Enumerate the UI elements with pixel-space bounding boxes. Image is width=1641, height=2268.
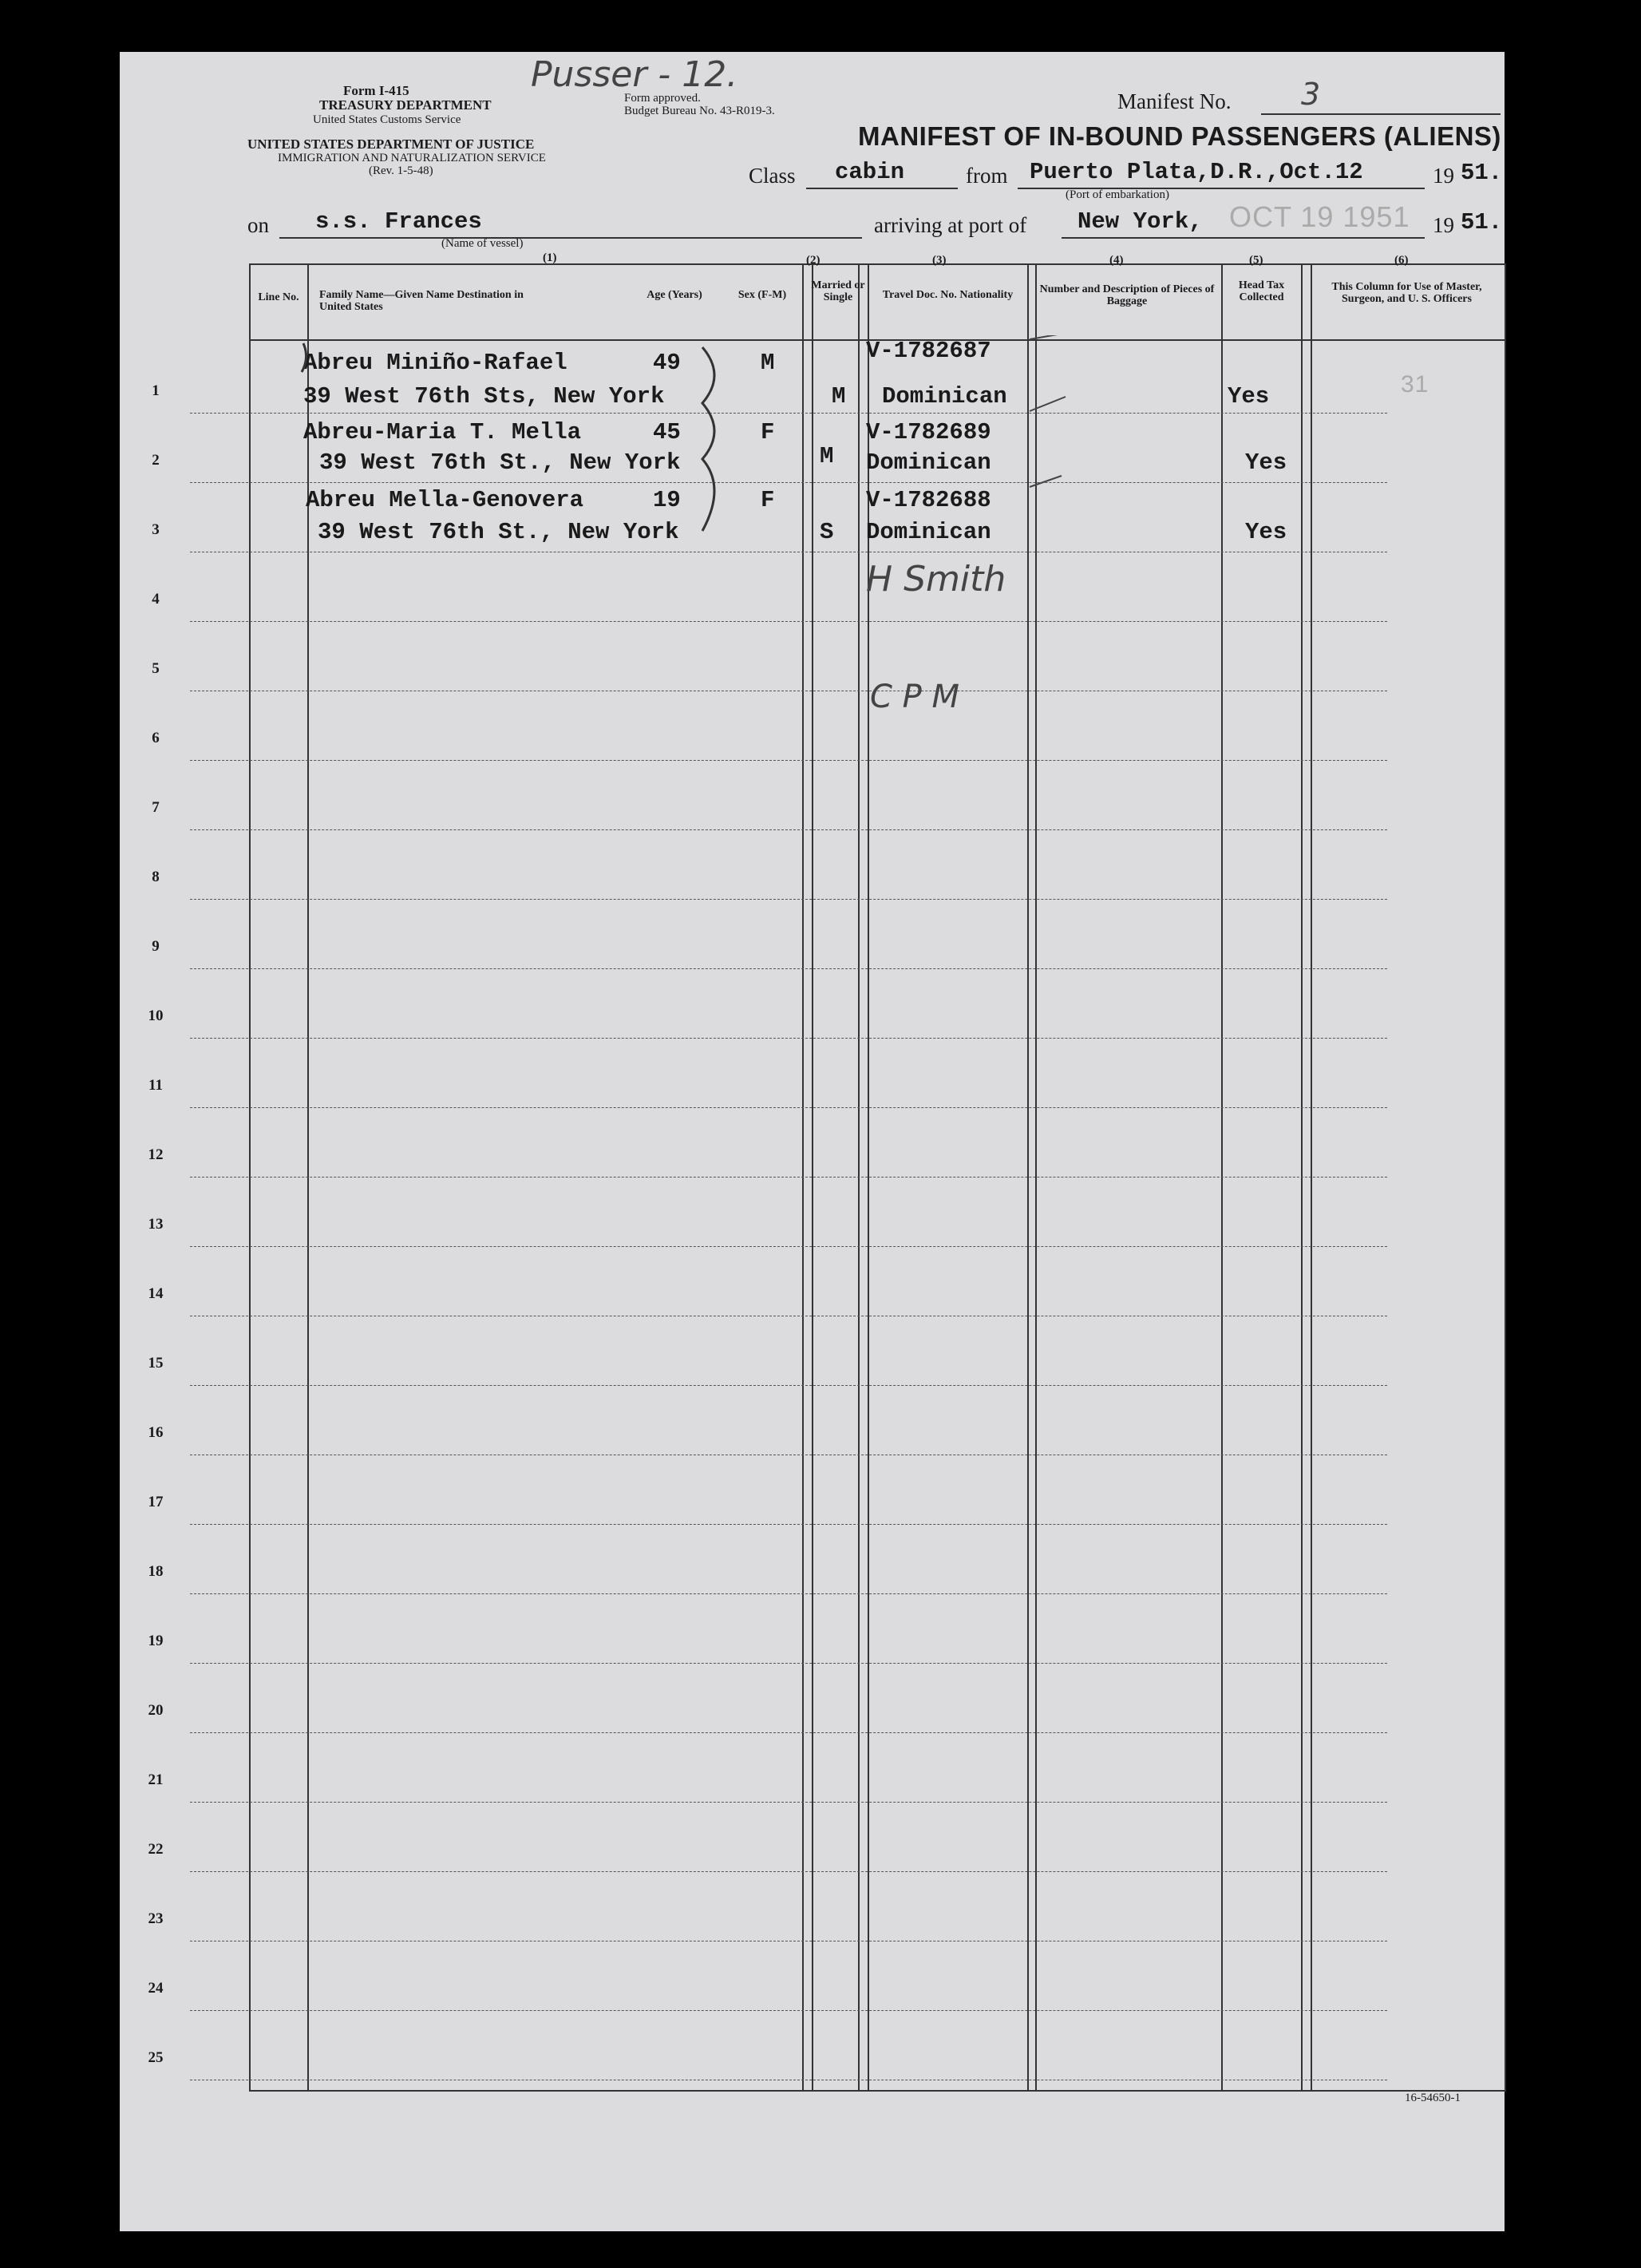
handwritten-brackets — [287, 335, 1085, 559]
header-travel-doc: Travel Doc. No. Nationality — [882, 289, 1014, 301]
table-row-rule — [190, 1038, 1387, 1039]
dept-justice: UNITED STATES DEPARTMENT OF JUSTICE — [247, 137, 535, 152]
manifest-no-value: 3 — [1301, 77, 1321, 112]
col-num-2: (2) — [806, 254, 820, 267]
table-row-rule — [190, 1177, 1387, 1178]
col-divider — [1311, 263, 1312, 2092]
line-number: 1 — [152, 382, 160, 399]
dept-customs: United States Customs Service — [313, 113, 461, 126]
passenger-3-nationality: Dominican — [866, 519, 991, 545]
form-approved: Form approved. — [624, 92, 701, 105]
passenger-1-name: Abreu Miniño-Rafael — [303, 350, 567, 376]
passenger-3-name: Abreu Mella-Genovera — [306, 487, 584, 513]
line-number: 23 — [148, 1910, 164, 1927]
table-row-rule — [190, 899, 1387, 900]
table-row-rule — [190, 1802, 1387, 1803]
date-stamp: OCT 19 1951 — [1229, 200, 1410, 233]
table-row-rule — [190, 2010, 1387, 2011]
line-number: 25 — [148, 2049, 164, 2066]
passenger-2-address: 39 West 76th St., New York — [319, 449, 681, 476]
line-number: 19 — [148, 1633, 164, 1649]
arriving-label: arriving at port of — [874, 213, 1027, 237]
header-age: Age (Years) — [647, 289, 702, 301]
class-field — [806, 159, 958, 189]
line-number: 17 — [148, 1494, 164, 1510]
line-number: 8 — [152, 869, 160, 885]
line-number: 10 — [148, 1007, 164, 1024]
line-number: 22 — [148, 1841, 164, 1858]
passenger-2-doc: V-1782689 — [866, 419, 991, 445]
passenger-3-address: 39 West 76th St., New York — [318, 519, 679, 545]
officer-initials-1: H Smith — [866, 559, 1006, 600]
table-row-rule — [190, 760, 1387, 761]
header-baggage: Number and Description of Pieces of Baggage — [1039, 283, 1215, 307]
officer-note: 31 — [1401, 371, 1429, 398]
from-label: from — [966, 164, 1008, 188]
year2-value: 51. — [1461, 209, 1503, 236]
passenger-2-sex: F — [761, 419, 775, 445]
passenger-2-name: Abreu-Maria T. Mella — [303, 419, 582, 445]
manifest-no-field — [1261, 77, 1501, 115]
passenger-3-doc: V-1782688 — [866, 487, 991, 513]
page-title: MANIFEST OF IN-BOUND PASSENGERS (ALIENS) — [858, 121, 1501, 151]
table-row-rule — [190, 1385, 1387, 1386]
passenger-3-sex: F — [761, 487, 775, 513]
year-prefix: 19 — [1433, 164, 1454, 188]
col-num-3: (3) — [932, 254, 947, 267]
passenger-1-head-tax: Yes — [1228, 383, 1270, 410]
line-number: 11 — [148, 1077, 163, 1094]
col-num-4: (4) — [1109, 254, 1124, 267]
line-number: 24 — [148, 1980, 164, 1997]
table-row-rule — [190, 1107, 1387, 1108]
dept-immigration: IMMIGRATION AND NATURALIZATION SERVICE — [278, 152, 546, 164]
form-revision: (Rev. 1-5-48) — [369, 164, 433, 177]
budget-bureau: Budget Bureau No. 43-R019-3. — [624, 105, 775, 117]
table-row-rule — [190, 1524, 1387, 1525]
line-number: 4 — [152, 591, 160, 608]
header-name: Family Name—Given Name Destination in United States — [319, 289, 524, 313]
on-label: on — [247, 213, 269, 237]
table-row-rule — [190, 1663, 1387, 1664]
manifest-no-label: Manifest No. — [1117, 89, 1232, 113]
header-sex: Sex (F-M) — [737, 289, 787, 301]
arrival-field — [1062, 200, 1425, 239]
dept-treasury: TREASURY DEPARTMENT — [319, 97, 492, 113]
line-number: 2 — [152, 452, 160, 469]
form-number: Form I-415 — [343, 83, 409, 98]
col-divider — [1221, 263, 1223, 2092]
passenger-2-nationality: Dominican — [866, 449, 991, 476]
line-number: 6 — [152, 730, 160, 746]
passenger-1-age: 49 — [653, 350, 681, 376]
table-row-rule — [190, 1246, 1387, 1247]
table-row-rule — [190, 621, 1387, 622]
col-num-1-top: (1) — [543, 251, 557, 264]
header-head-tax: Head Tax Collected — [1238, 279, 1285, 303]
passenger-1-doc: V-1782687 — [866, 338, 991, 364]
class-value: cabin — [835, 159, 905, 185]
passenger-3-age: 19 — [653, 487, 681, 513]
passenger-1-sex: M — [761, 350, 775, 376]
handwritten-note: Pusser - 12. — [531, 54, 738, 95]
table-row-rule — [190, 1593, 1387, 1594]
line-number: 20 — [148, 1702, 164, 1719]
year-value: 51. — [1461, 160, 1503, 186]
officer-initials-2: C P M — [870, 679, 959, 715]
passenger-1-married: M — [832, 383, 846, 410]
passenger-2-married: M — [820, 443, 834, 469]
col-divider — [1301, 263, 1303, 2092]
class-label: Class — [749, 164, 796, 188]
port-embark-label: (Port of embarkation) — [1066, 188, 1169, 201]
table-row-rule — [190, 968, 1387, 969]
table-row-rule — [190, 829, 1387, 830]
header-married: Married or Single — [811, 279, 865, 303]
passenger-3-head-tax: Yes — [1245, 519, 1287, 545]
table-row-rule — [190, 1871, 1387, 1872]
line-number: 16 — [148, 1424, 164, 1441]
year2-prefix: 19 — [1433, 213, 1454, 237]
line-number: 14 — [148, 1285, 164, 1302]
passenger-2-head-tax: Yes — [1245, 449, 1287, 476]
from-value: Puerto Plata,D.R.,Oct.12 — [1030, 159, 1363, 185]
line-number: 15 — [148, 1355, 164, 1371]
line-number: 13 — [148, 1216, 164, 1233]
line-number: 3 — [152, 521, 160, 538]
passenger-2-age: 45 — [653, 419, 681, 445]
line-number: 21 — [148, 1771, 164, 1788]
vessel-value: s.s. Frances — [315, 208, 482, 235]
line-number: 9 — [152, 938, 160, 955]
passenger-3-married: S — [820, 519, 834, 545]
line-number: 18 — [148, 1563, 164, 1580]
header-line-no: Line No. — [258, 291, 299, 303]
col-num-5: (5) — [1249, 254, 1263, 267]
passenger-1-nationality: Dominican — [882, 383, 1007, 410]
arrival-port: New York, — [1078, 208, 1203, 235]
table-row-rule — [190, 1732, 1387, 1733]
header-officers: This Column for Use of Master, Surgeon, and U. S. Officers — [1331, 281, 1482, 305]
vessel-name-label: (Name of vessel) — [441, 237, 524, 250]
line-number: 5 — [152, 660, 160, 677]
line-number: 7 — [152, 799, 160, 816]
passenger-1-address: 39 West 76th Sts, New York — [303, 383, 665, 410]
vessel-field — [279, 208, 862, 239]
footer-code: 16-54650-1 — [1405, 2092, 1461, 2104]
from-field — [1018, 159, 1425, 189]
line-number: 12 — [148, 1146, 164, 1163]
col-num-6: (6) — [1394, 254, 1409, 267]
